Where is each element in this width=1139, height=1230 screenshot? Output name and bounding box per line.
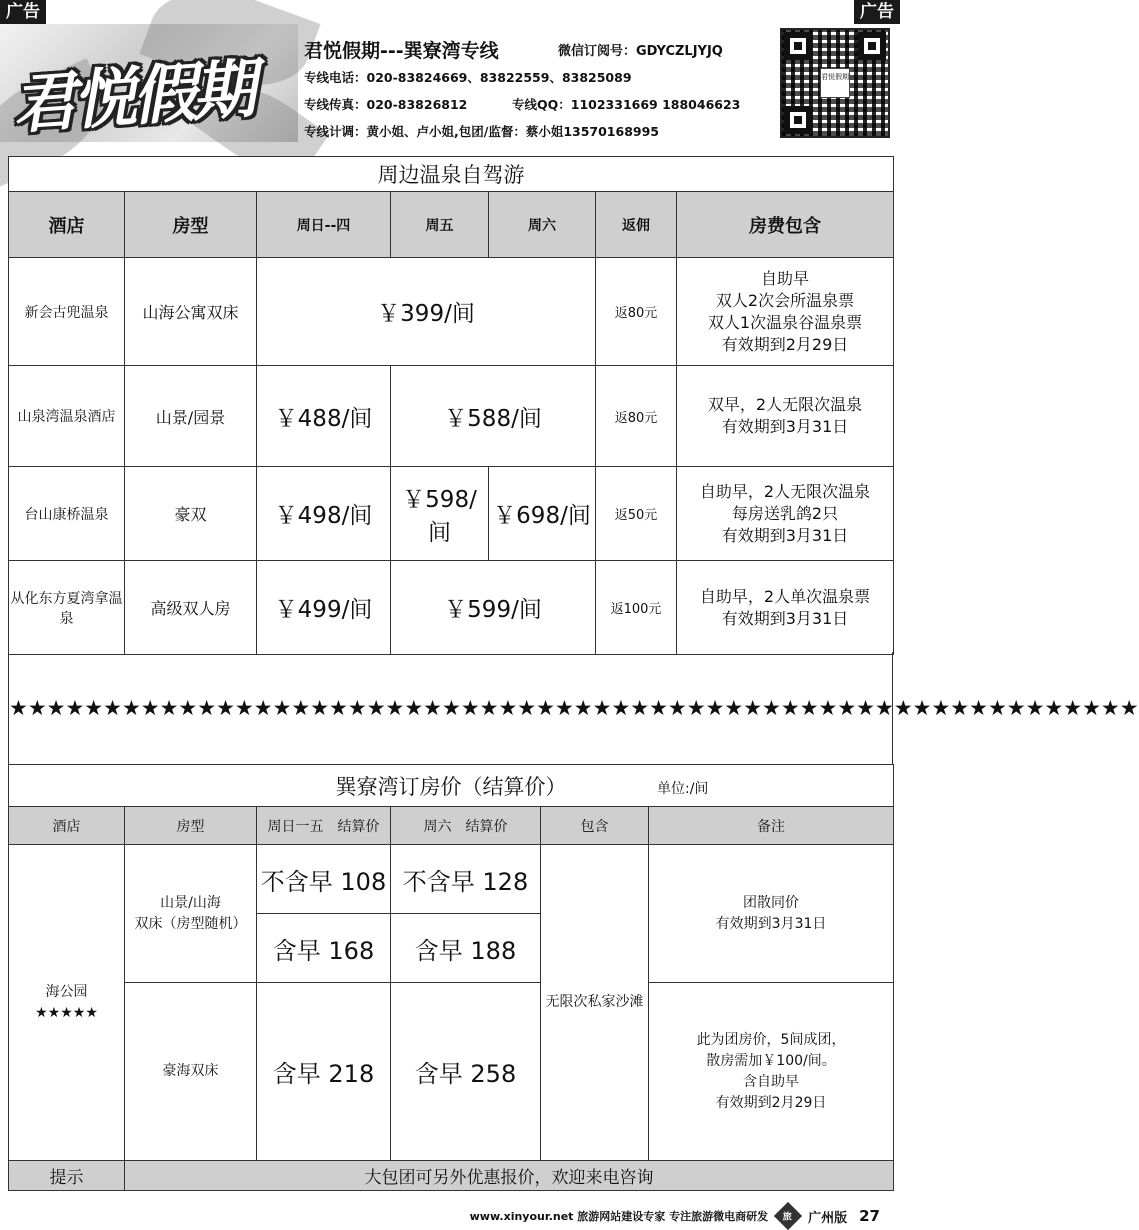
- tip-label: 提示: [9, 1161, 125, 1191]
- logo-text: 君悦假期: [10, 52, 255, 144]
- room-type: 高级双人房: [125, 561, 257, 655]
- tip-row: [9, 1161, 894, 1191]
- price-sat: 含早 258: [391, 983, 541, 1161]
- room-type: 豪海双床: [125, 983, 257, 1161]
- hot-spring-table: [8, 156, 894, 655]
- price-sat: ￥698/间: [489, 467, 596, 561]
- col-rebate: 返佣: [596, 192, 677, 258]
- hotel-name: 山泉湾温泉酒店: [9, 366, 125, 467]
- price-weekday: 含早 168: [257, 914, 391, 983]
- room-type: 山景/山海 双床（房型随机）: [125, 845, 257, 983]
- includes: 自助早，2人单次温泉票 有效期到3月31日: [677, 561, 894, 655]
- qr-center-label: 君悦假期: [820, 68, 850, 98]
- brand-logo: [0, 24, 298, 142]
- ad-tag-left: 广告: [0, 0, 46, 24]
- notes: 团散同价 有效期到3月31日: [649, 845, 894, 983]
- col-sat: 周六 结算价: [391, 807, 541, 845]
- room-type: 山海公寓双床: [125, 258, 257, 366]
- price-sat: 不含早 128: [391, 845, 541, 914]
- col-notes: 备注: [649, 807, 894, 845]
- table-row: [9, 467, 894, 561]
- table-row: [9, 845, 894, 914]
- table-row: [9, 366, 894, 467]
- price-fri: ￥598/间: [391, 467, 489, 561]
- qr-code: [780, 28, 890, 138]
- footer-edition: 广州版: [808, 1210, 848, 1226]
- includes: 自助早，2人无限次温泉 每房送乳鸽2只 有效期到3月31日: [677, 467, 894, 561]
- table-row: [9, 258, 894, 366]
- includes: 自助早 双人2次会所温泉票 双人1次温泉谷温泉票 有效期到2月29日: [677, 258, 894, 366]
- col-fri: 周五: [391, 192, 489, 258]
- contact-phone: 专线电话：020-83824669、83822559、83825089: [304, 70, 632, 85]
- hotel-name: 从化东方夏湾拿温泉: [9, 561, 125, 655]
- footer-site: www.xinyour.net 旅游网站建设专家 专注旅游微电商研发: [469, 1210, 769, 1223]
- header-title: 君悦假期---巽寮湾专线: [304, 40, 499, 62]
- col-includes: 包含: [541, 807, 649, 845]
- hot-spring-title: 周边温泉自驾游: [9, 157, 894, 192]
- page-footer: [470, 1206, 880, 1226]
- col-hotel: 酒店: [9, 807, 125, 845]
- contact-fax: 专线传真：020-83826812: [304, 97, 468, 112]
- hotel-name: 新会古兜温泉: [9, 258, 125, 366]
- xunliao-header-row: [9, 807, 894, 845]
- col-sat: 周六: [489, 192, 596, 258]
- price-weekend: ￥588/间: [391, 366, 596, 467]
- ad-tag-right: 广告: [854, 0, 900, 24]
- rebate: 返80元: [596, 366, 677, 467]
- col-includes: 房费包含: [677, 192, 894, 258]
- wechat-account: 微信订阅号：GDYCZLJYJQ: [558, 44, 723, 59]
- contact-planner: 专线计调：黄小姐、卢小姐,包团/监督：蔡小姐13570168995: [304, 124, 659, 139]
- tip-text: 大包团可另外优惠报价，欢迎来电咨询: [125, 1161, 894, 1191]
- price-unit: 单位:/间: [657, 781, 709, 797]
- table-row: [9, 561, 894, 655]
- price-weekday: ￥498/间: [257, 467, 391, 561]
- notes: 此为团房价，5间成团， 散房需加￥100/间。 含自助早 有效期到2月29日: [649, 983, 894, 1161]
- rebate: 返50元: [596, 467, 677, 561]
- room-type: 豪双: [125, 467, 257, 561]
- col-sun-fri: 周日一五 结算价: [257, 807, 391, 845]
- price-weekday: ￥488/间: [257, 366, 391, 467]
- col-hotel: 酒店: [9, 192, 125, 258]
- rebate: 返80元: [596, 258, 677, 366]
- contact-qq: 专线QQ：1102331669 188046623: [512, 97, 741, 112]
- xunliao-title: 巽寮湾订房价（结算价）: [335, 774, 567, 799]
- page-number: 27: [859, 1207, 880, 1225]
- price: ￥399/间: [257, 258, 596, 366]
- col-room: 房型: [125, 192, 257, 258]
- xunliao-title-cell: [9, 765, 894, 807]
- hotel-name: 台山康桥温泉: [9, 467, 125, 561]
- includes: 双早，2人无限次温泉 有效期到3月31日: [677, 366, 894, 467]
- hotel-name: 海公园 ★★★★★: [9, 845, 125, 1161]
- hotel-stars: ★★★★★: [35, 1004, 98, 1021]
- rebate: 返100元: [596, 561, 677, 655]
- price-sat: 含早 188: [391, 914, 541, 983]
- room-type: 山景/园景: [125, 366, 257, 467]
- col-room: 房型: [125, 807, 257, 845]
- price-weekday: ￥499/间: [257, 561, 391, 655]
- hot-spring-header-row: [9, 192, 894, 258]
- col-sun-thu: 周日--四: [257, 192, 391, 258]
- price-weekend: ￥599/间: [391, 561, 596, 655]
- price-weekday: 不含早 108: [257, 845, 391, 914]
- table-row: [9, 983, 894, 1161]
- stars-divider: ★★★★★★★★★★★★★★★★★★★★★★★★★★★★★★★★★★★★★★★★★★★★★★★★★★★★★★★★★★★★: [8, 652, 893, 764]
- xunliao-table: [8, 764, 894, 1191]
- price-weekday: 含早 218: [257, 983, 391, 1161]
- includes: 无限次私家沙滩: [541, 845, 649, 1161]
- footer-badge-icon: 旅: [774, 1202, 802, 1230]
